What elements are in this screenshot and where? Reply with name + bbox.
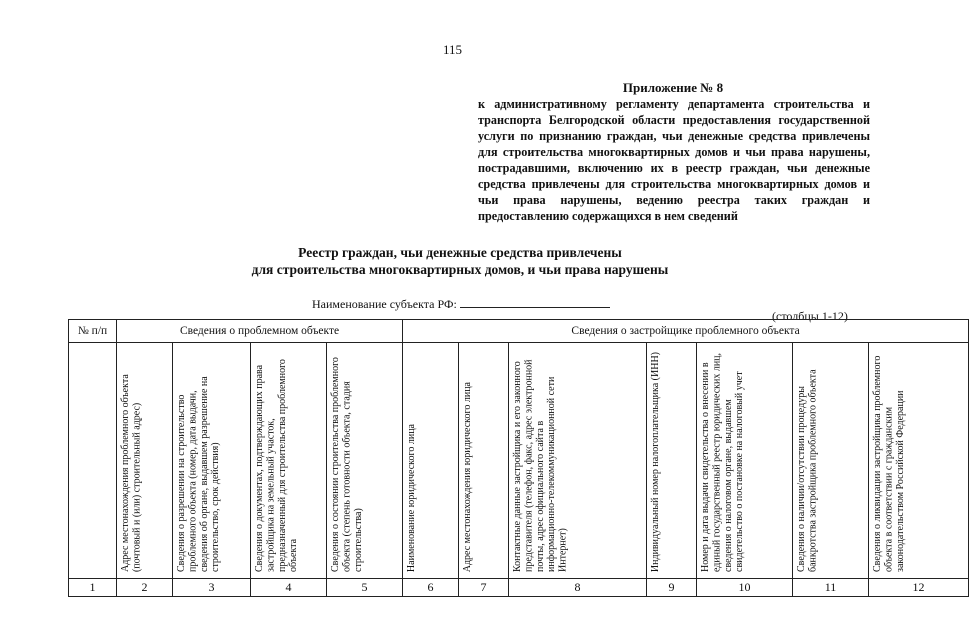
column-header-11	[793, 343, 869, 579]
column-number-12: 12	[869, 579, 969, 597]
subject-fill-line	[460, 297, 610, 308]
column-header-text-3: Сведения о разрешении на строительство проблемного объекта (номер, дата выдачи, сведения об органе, выдавшем разрешение на строительство, срок действия)	[176, 376, 222, 572]
column-number-9: 9	[647, 579, 697, 597]
registry-table	[68, 319, 969, 597]
document-title	[200, 244, 720, 278]
column-number-6: 6	[403, 579, 459, 597]
subject-label: Наименование субъекта РФ:	[312, 297, 457, 311]
appendix-title: Приложение № 8	[622, 80, 724, 95]
num-header-cell-empty	[69, 343, 117, 579]
page-number: 115	[442, 42, 463, 57]
column-number-1: 1	[69, 579, 117, 597]
column-header-3	[173, 343, 251, 579]
column-header-9	[647, 343, 697, 579]
column-header-5	[327, 343, 403, 579]
column-header-10	[697, 343, 793, 579]
column-number-10: 10	[697, 579, 793, 597]
column-header-text-2: Адрес местонахождения проблемного объекта (почтовый и (или) строительный адрес)	[120, 374, 143, 572]
column-header-7	[459, 343, 509, 579]
column-header-text-7: Адрес местонахождения юридического лица	[462, 381, 474, 572]
document-title-line-2: для строительства многоквартирных домов, и чьи права нарушены	[251, 262, 669, 277]
column-header-text-5: Сведения о состоянии строительства проблемного объекта (степень готовности объекта, стадия строительства)	[330, 357, 364, 572]
column-number-11: 11	[793, 579, 869, 597]
column-header-text-9: Индивидуальный номер налогоплательщика (ИНН)	[650, 351, 662, 572]
column-number-3: 3	[173, 579, 251, 597]
column-number-2: 2	[117, 579, 173, 597]
column-number-7: 7	[459, 579, 509, 597]
document-title-line-1: Реестр граждан, чьи денежные средства привлечены	[298, 245, 622, 260]
column-header-text-11: Сведения о наличии/отсутствии процедуры банкротства застройщика проблемного объекта	[796, 369, 819, 572]
column-header-8	[509, 343, 647, 579]
column-header-12	[869, 343, 969, 579]
column-header-text-12: Сведения о ликвидации застройщика проблемного объекта в соответствии с гражданским законодательством Российской Федерации	[872, 355, 906, 572]
column-header-6	[403, 343, 459, 579]
group-header-object: Сведения о проблемном объекте	[117, 320, 403, 343]
column-header-text-6: Наименование юридического лица	[406, 423, 418, 572]
column-number-4: 4	[251, 579, 327, 597]
column-header-2	[117, 343, 173, 579]
appendix-text: к административному регламенту департамента строительства и транспорта Белгородской области предоставления государственной услуги по признанию граждан, чьи денежные средства привлечены для строительства многоквартирных домов и чьи права нарушены, пострадавшими, включению их в реестр граждан, чьи денежные средства привлечены для строительства многоквартирных домов и чьи права нарушены, ведению реестра таких граждан и предоставлению содержащихся в нем сведений	[478, 97, 870, 223]
column-header-4	[251, 343, 327, 579]
column-header-text-10: Номер и дата выдачи свидетельства о внесении в единый государственный реестр юридических лиц, сведения о налоговом органе, выдавшем свидетельство о постановке на налоговый учет	[700, 352, 746, 572]
group-header-developer: Сведения о застройщике проблемного объекта	[403, 320, 969, 343]
column-header-text-8: Контактные данные застройщика и его законного представителя (телефон, факс, адрес электронной почты, адрес официального сайта в информационно-телекоммуникационной сети Интернет)	[512, 359, 569, 572]
subject-row	[312, 297, 610, 312]
num-header: № п/п	[69, 320, 117, 343]
column-number-5: 5	[327, 579, 403, 597]
column-number-8: 8	[509, 579, 647, 597]
column-header-text-4: Сведения о документах, подтверждающих права застройщика на земельный участок, предназначенный для строительства проблемного объекта	[254, 359, 300, 572]
columns-note: (столбцы 1-12)	[772, 309, 848, 323]
